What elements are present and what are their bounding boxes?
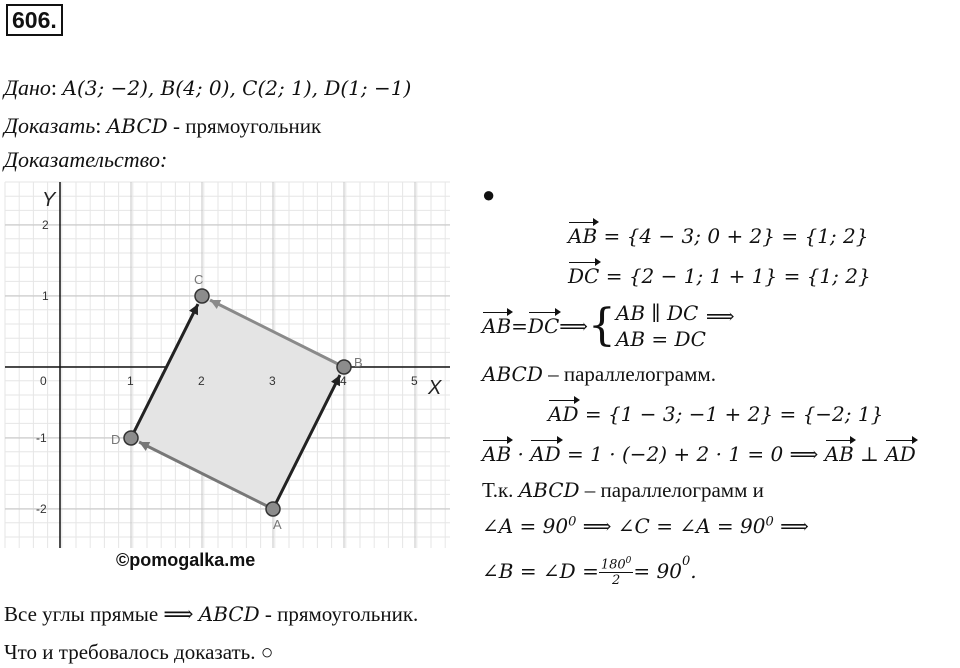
deg-2: 0 [765, 514, 774, 530]
vector-ab-line [568, 224, 868, 248]
x-tick-label: 4 [340, 374, 347, 388]
angle-end: ⟹ [773, 514, 809, 538]
system-line-2: AB = DC [615, 327, 706, 351]
angle-res: = 90 [633, 559, 682, 584]
vector-equal-line [482, 300, 735, 352]
given-line: Дано: A(3; −2), B(4; 0), C(2; 1), D(1; −1) [4, 75, 412, 100]
fraction [599, 554, 634, 588]
y-tick-label: 2 [42, 218, 49, 232]
system [616, 300, 706, 352]
point-d [124, 431, 138, 445]
vector-ab: AB [568, 224, 598, 248]
point-label-c: C [194, 272, 204, 287]
conclusion-line [4, 602, 418, 627]
prove-figure: ABCD [106, 114, 168, 138]
coordinate-graph [0, 178, 460, 588]
problem-number: 606. [6, 4, 63, 36]
watermark: ©pomogalka.me [116, 550, 256, 570]
vector-dc-line [568, 264, 871, 288]
x-tick-label: 0 [40, 374, 47, 388]
angle-dot: . [690, 559, 697, 584]
since-text: – параллелограмм и [579, 478, 764, 502]
y-axis-label: Y [42, 189, 56, 211]
frac-deg: 0 [625, 556, 632, 566]
angles-bd-line [482, 554, 697, 588]
point-label-d: D [111, 432, 121, 447]
vector-ad-line [548, 402, 883, 426]
dot-product-line [482, 442, 916, 466]
bullet: ● [482, 182, 496, 207]
implies-sign: ⟹ [559, 314, 588, 338]
conclusion-figure: ABCD [198, 602, 260, 626]
prove-line: Доказать: ABCD - прямоугольник [4, 113, 322, 138]
since-figure: ABCD [518, 478, 580, 502]
vector-ab-eq: = {4 − 3; 0 + 2} = {1; 2} [603, 224, 869, 248]
x-tick-label: 1 [127, 374, 134, 388]
parallelogram-text: – параллелограмм. [542, 362, 716, 386]
dot-eq: = 1 · (−2) + 2 · 1 = 0 ⟹ [560, 442, 825, 466]
rectangle-fill [131, 296, 344, 509]
qed-line: Что и требовалось доказать. ○ [4, 640, 274, 664]
vector-eq-ab: AB [482, 314, 512, 338]
system-line-1: AB ∥ DC [615, 301, 699, 325]
eq-sign: = [511, 314, 528, 338]
point-b [337, 360, 351, 374]
dot-ab: AB [482, 442, 512, 466]
system-implies: ⟹ [705, 304, 735, 328]
vector-eq-dc: DC [527, 314, 560, 338]
vector-ad: AD [548, 402, 579, 426]
angle-bd: ∠B = ∠D = [482, 559, 599, 584]
deg-3: 0 [681, 554, 691, 569]
frac-den: 2 [611, 573, 621, 589]
system-brace: { [587, 300, 616, 351]
since-prefix: Т.к. [482, 478, 519, 502]
y-tick-label: -1 [36, 431, 47, 445]
frac-num: 180 [600, 557, 626, 573]
y-tick-label: -2 [36, 502, 47, 516]
dot-op: · [511, 442, 531, 466]
point-a [266, 502, 280, 516]
conclusion-text: Все углы прямые ⟹ [4, 602, 199, 626]
angles-line [482, 514, 809, 538]
point-label-b: B [354, 355, 363, 370]
perp-ab: AB [824, 442, 854, 466]
dot-ad: AD [530, 442, 561, 466]
perp-op: ⊥ [853, 442, 886, 466]
prove-text: - прямоугольник [167, 114, 322, 138]
proof-label: Доказательство: [4, 147, 168, 172]
x-axis-label: X [428, 377, 442, 399]
angle-mid: ⟹ ∠C = ∠A = 90 [576, 514, 766, 538]
y-tick-label: 1 [42, 289, 49, 303]
parallelogram-figure: ABCD [482, 362, 543, 386]
vector-ad-eq: = {1 − 3; −1 + 2} = {−2; 1} [584, 402, 884, 426]
conclusion-tail: - прямоугольник. [259, 602, 419, 626]
deg-1: 0 [568, 514, 577, 530]
point-label-a: A [273, 517, 282, 532]
x-tick-label: 2 [198, 374, 205, 388]
x-tick-label: 3 [269, 374, 276, 388]
since-line [482, 478, 764, 503]
vector-dc: DC [568, 264, 600, 288]
prove-label: Доказать [4, 113, 96, 138]
point-c [195, 289, 209, 303]
perp-ad: AD [885, 442, 916, 466]
given-points: A(3; −2), B(4; 0), C(2; 1), D(1; −1) [62, 76, 412, 100]
angle-a: ∠A = 90 [482, 514, 569, 538]
given-label: Дано [4, 75, 51, 100]
vector-dc-eq: = {2 − 1; 1 + 1} = {1; 2} [605, 264, 871, 288]
parallelogram-line [482, 362, 716, 387]
x-tick-label: 5 [411, 374, 418, 388]
